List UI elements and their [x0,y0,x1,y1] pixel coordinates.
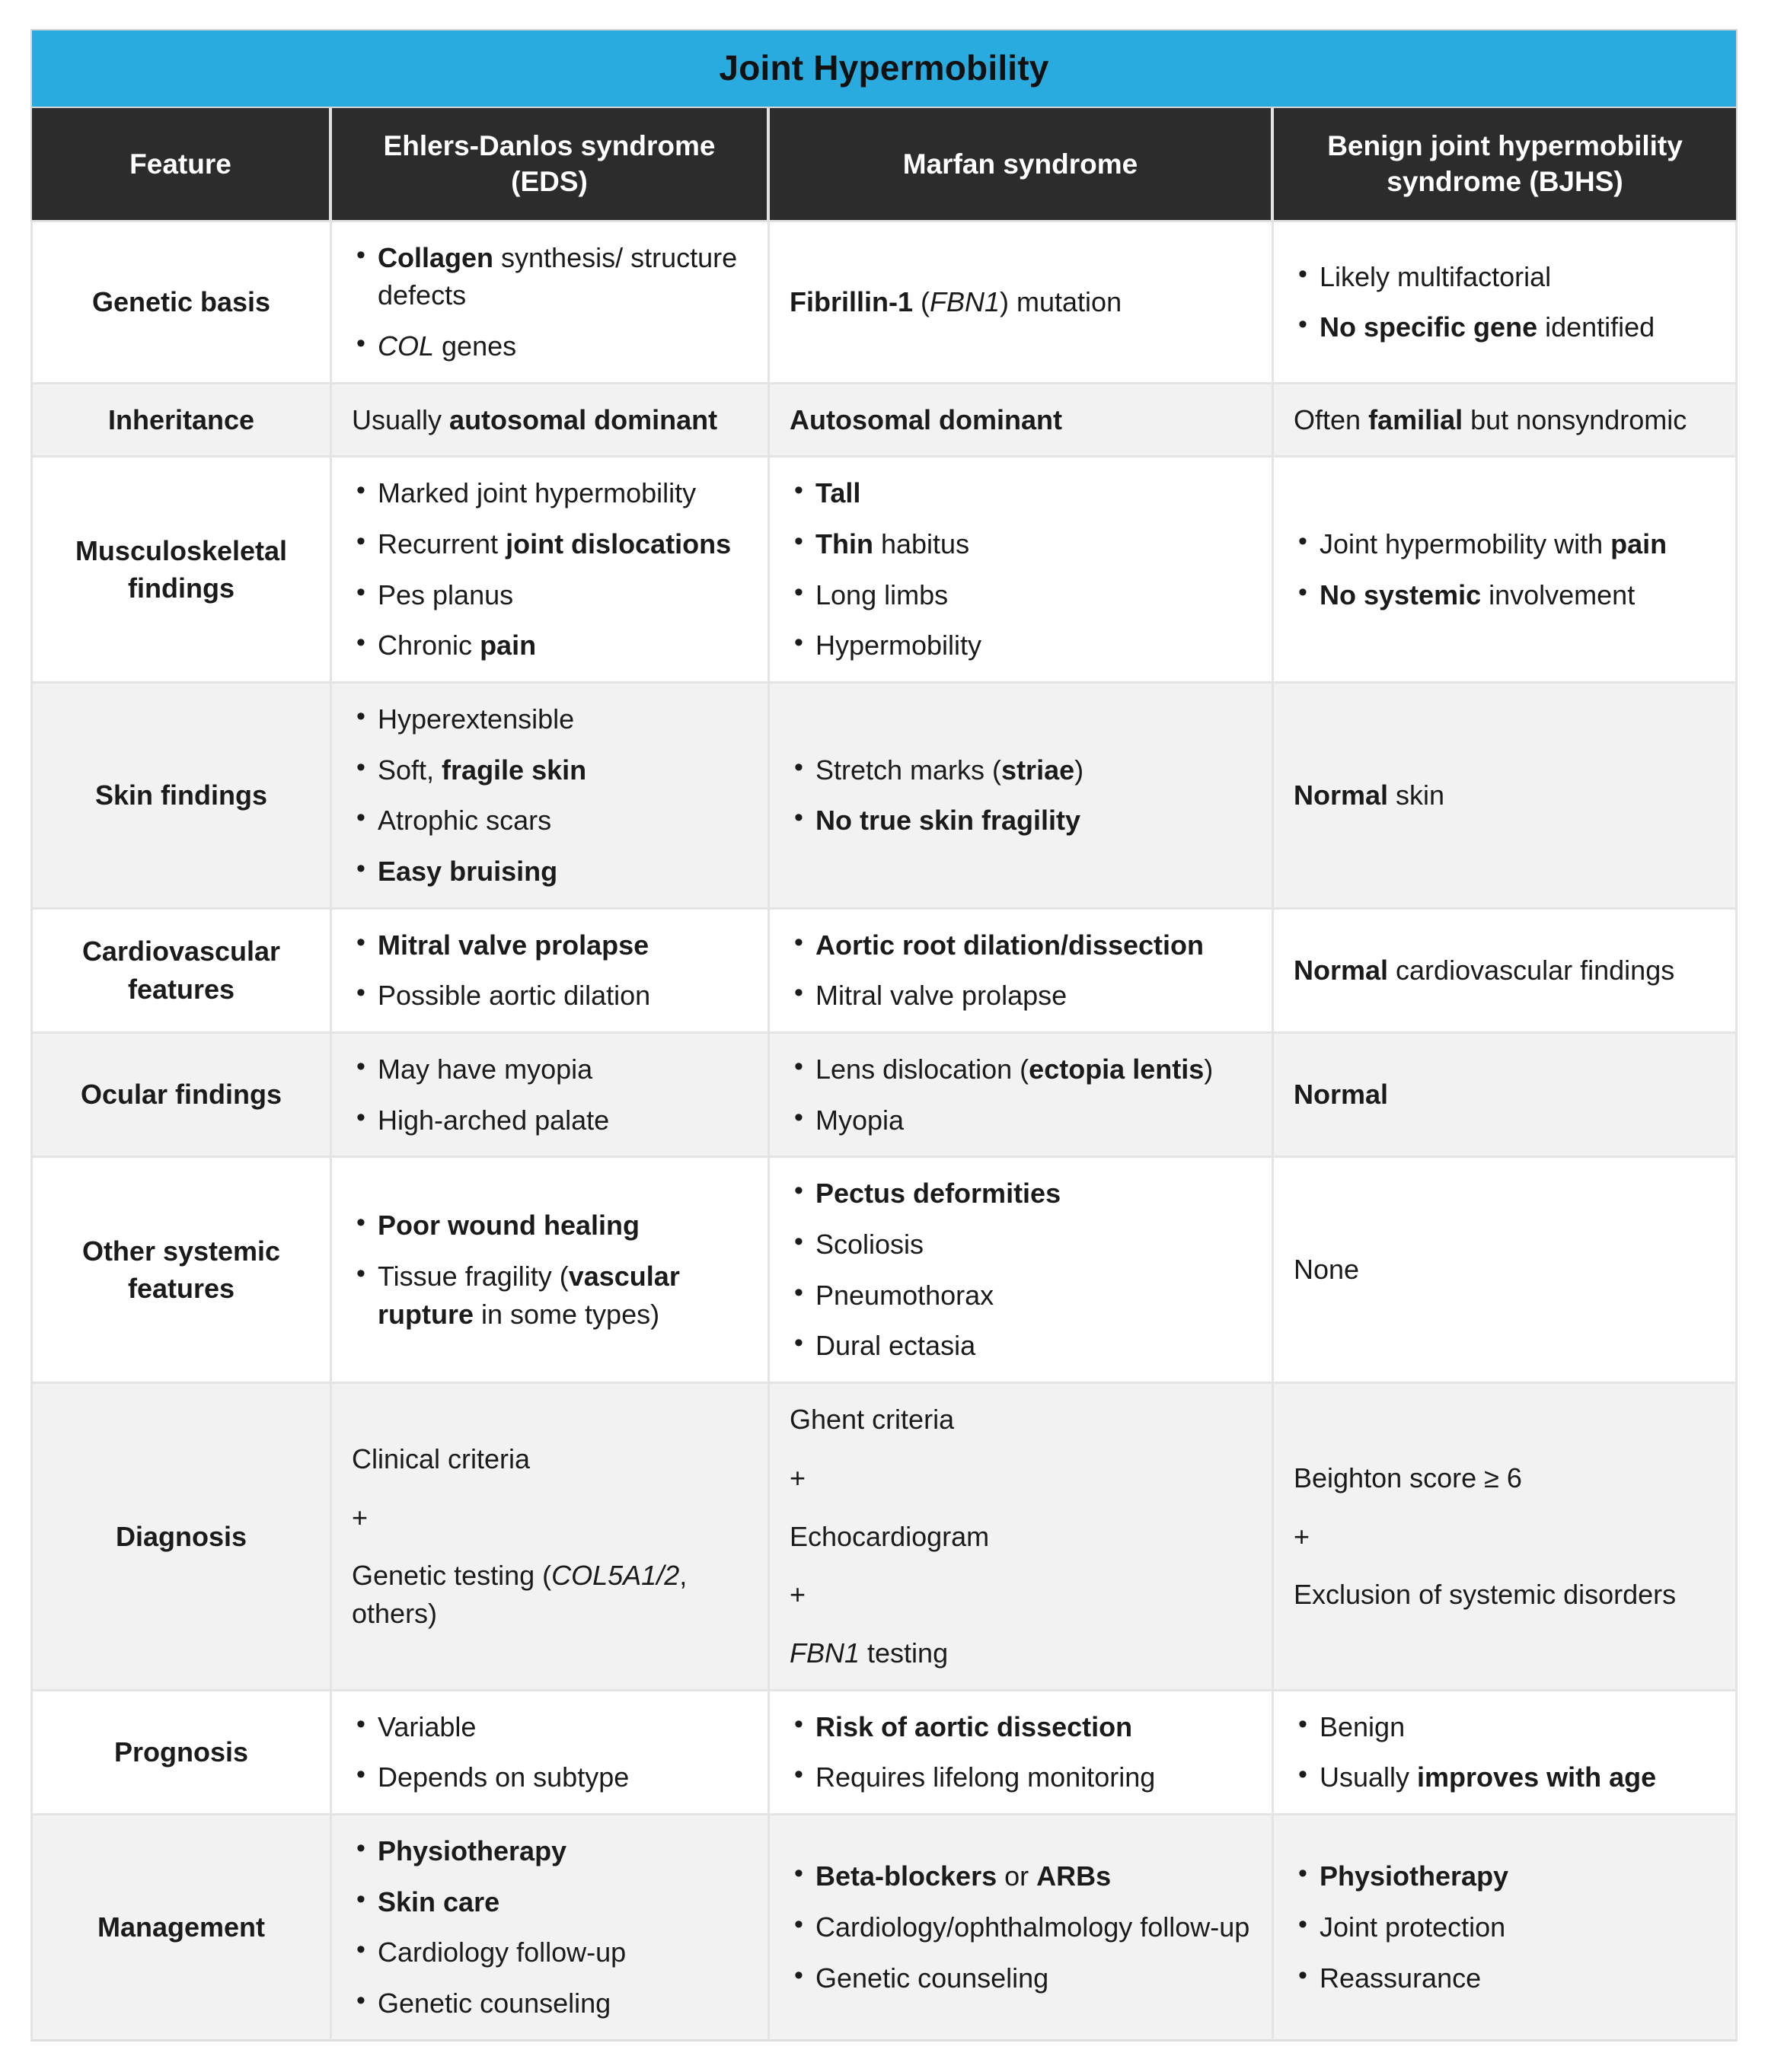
list-item: • Variable [352,1708,748,1746]
bullet-list [352,1050,748,1139]
table-cell-marfan [770,1691,1274,1815]
list-item: • Requires lifelong monitoring [790,1758,1252,1796]
table-cell-marfan [770,1384,1274,1691]
table-cell-marfan [770,910,1274,1034]
list-item: • Thin habitus [790,525,1252,563]
bullet-list [790,1708,1252,1796]
cell-text: Normal cardiovascular findings [1294,955,1675,987]
table-cell-bjhs [1274,1034,1738,1158]
cell-text: Often familial but nonsyndromic [1294,403,1687,435]
table-cell-eds [332,1384,770,1691]
table-cell-marfan [770,1815,1274,2042]
line-list [1294,1459,1715,1614]
table-cell-eds [332,684,770,910]
bullet-list [790,474,1252,665]
list-item: • Cardiology/ophthalmology follow-up [790,1908,1252,1946]
column-header-eds: Ehlers-Danlos syndrome (EDS) [332,108,770,222]
table-cell-marfan [770,457,1274,684]
list-item: • Collagen synthesis/ structure defects [352,239,748,314]
list-item: • Pes planus [352,576,748,614]
row-feature-label: Ocular findings [30,1034,332,1158]
line-item: Echocardiogram [790,1520,990,1552]
column-header-feature: Feature [30,108,332,222]
list-item: • Possible aortic dilation [352,977,748,1015]
list-item: • Aortic root dilation/dissection [790,926,1252,964]
list-item: • Genetic counseling [790,1959,1252,1997]
cell-text: Normal [1294,1079,1389,1111]
bullet-list [352,926,748,1015]
line-item: FBN1 testing [790,1637,949,1669]
line-item: Beighton score ≥ 6 [1294,1462,1522,1493]
list-item: • Cardiology follow-up [352,1933,748,1972]
bullet-list [352,1207,748,1333]
list-item: • Benign [1294,1708,1715,1746]
table-cell-eds [332,222,770,384]
bullet-list [352,1832,748,2023]
list-item: • Easy bruising [352,853,748,891]
bullet-list [1294,525,1715,614]
cell-text: Autosomal dominant [790,403,1062,435]
row-feature-label: Cardiovascular features [30,910,332,1034]
list-item: • Hyperextensible [352,700,748,738]
table-row [30,1815,1738,2042]
list-item: • Long limbs [790,576,1252,614]
table-cell-eds [332,910,770,1034]
table-cell-marfan [770,1034,1274,1158]
table-cell-eds [332,384,770,458]
bullet-list [352,1708,748,1796]
list-item: • Stretch marks (striae) [790,751,1252,789]
cell-text: Normal skin [1294,779,1445,811]
table-row [30,1384,1738,1691]
list-item: • Joint hypermobility with pain [1294,525,1715,563]
list-item: • Physiotherapy [1294,1857,1715,1895]
table-row [30,910,1738,1034]
list-item: • Poor wound healing [352,1207,748,1245]
row-feature-label: Other systemic features [30,1158,332,1384]
list-item: • No systemic involvement [1294,576,1715,614]
list-item: • Lens dislocation (ectopia lentis) [790,1050,1252,1089]
list-item: • Dural ectasia [790,1327,1252,1365]
table-cell-bjhs [1274,384,1738,458]
list-item: • Hypermobility [790,626,1252,665]
list-item: • Skin care [352,1883,748,1921]
row-feature-label: Diagnosis [30,1384,332,1691]
table-row [30,1158,1738,1384]
row-feature-label: Prognosis [30,1691,332,1815]
list-item: • Marked joint hypermobility [352,474,748,512]
list-item: • Genetic counseling [352,1984,748,2023]
table-row [30,384,1738,458]
table-cell-eds [332,1815,770,2042]
table-cell-bjhs [1274,1384,1738,1691]
list-item: • Likely multifactorial [1294,258,1715,296]
list-item: • Pectus deformities [790,1175,1252,1213]
row-feature-label: Management [30,1815,332,2042]
row-feature-label: Musculoskeletal findings [30,457,332,684]
table-cell-bjhs [1274,457,1738,684]
table-cell-bjhs [1274,910,1738,1034]
list-item: • Reassurance [1294,1959,1715,1997]
table-row [30,1034,1738,1158]
title-banner-row [30,29,1738,108]
list-item: • May have myopia [352,1050,748,1089]
line-item: Ghent criteria [790,1404,955,1436]
bullet-list [1294,1708,1715,1796]
table-title: Joint Hypermobility [30,29,1738,108]
list-item: • Risk of aortic dissection [790,1708,1252,1746]
line-item: Clinical criteria [352,1442,531,1474]
table-cell-eds [332,1158,770,1384]
table-cell-marfan [770,222,1274,384]
table-cell-eds [332,1034,770,1158]
bullet-list [790,1050,1252,1139]
table-cell-marfan [770,684,1274,910]
line-item: + [790,1579,806,1611]
bullet-list [1294,258,1715,346]
bullet-list [352,239,748,365]
bullet-list [790,1175,1252,1365]
table-cell-bjhs [1274,222,1738,384]
line-item: + [352,1501,369,1533]
table-cell-bjhs [1274,1815,1738,2042]
table-cell-bjhs [1274,1691,1738,1815]
list-item: • Recurrent joint dislocations [352,525,748,563]
line-list [352,1440,748,1633]
table-row [30,222,1738,384]
list-item: • Atrophic scars [352,802,748,840]
list-item: • High-arched palate [352,1101,748,1140]
table-row [30,457,1738,684]
bullet-list [352,700,748,891]
list-item: • Depends on subtype [352,1758,748,1796]
line-item: Genetic testing (COL5A1/2, others) [352,1560,688,1629]
bullet-list [790,751,1252,840]
cell-text: Fibrillin-1 (FBN1) mutation [790,285,1122,317]
row-feature-label: Skin findings [30,684,332,910]
table-body [30,222,1738,2042]
list-item: • Usually improves with age [1294,1758,1715,1796]
list-item: • Physiotherapy [352,1832,748,1870]
line-item: + [1294,1520,1310,1552]
line-list [790,1401,1252,1672]
list-item: • Tall [790,474,1252,512]
list-item: • No true skin fragility [790,802,1252,840]
cell-text: None [1294,1254,1360,1286]
table-cell-bjhs [1274,684,1738,910]
bullet-list [1294,1857,1715,1997]
bullet-list [790,926,1252,1015]
list-item: • Pneumothorax [790,1277,1252,1315]
list-item: • Joint protection [1294,1908,1715,1946]
table-cell-eds [332,457,770,684]
list-item: • Chronic pain [352,626,748,665]
table-cell-marfan [770,1158,1274,1384]
bullet-list [352,474,748,665]
list-item: • Myopia [790,1101,1252,1140]
table-row [30,1691,1738,1815]
table-cell-marfan [770,384,1274,458]
line-item: + [790,1462,806,1493]
list-item: • COL genes [352,327,748,365]
row-feature-label: Inheritance [30,384,332,458]
list-item: • Mitral valve prolapse [790,977,1252,1015]
bullet-list [790,1857,1252,1997]
table-cell-eds [332,1691,770,1815]
list-item: • Beta-blockers or ARBs [790,1857,1252,1895]
column-header-bjhs: Benign joint hypermobility syndrome (BJHS) [1274,108,1738,222]
row-feature-label: Genetic basis [30,222,332,384]
list-item: • Tissue fragility (vascular rupture in some types) [352,1258,748,1333]
list-item: • Scoliosis [790,1226,1252,1264]
list-item: • No specific gene identified [1294,308,1715,346]
list-item: • Mitral valve prolapse [352,926,748,964]
joint-hypermobility-comparison-table [30,29,1738,2042]
line-item: Exclusion of systemic disorders [1294,1579,1677,1611]
cell-text: Usually autosomal dominant [352,403,718,435]
table-cell-bjhs [1274,1158,1738,1384]
column-header-marfan: Marfan syndrome [770,108,1274,222]
table-header [30,29,1738,222]
table-row [30,684,1738,910]
column-header-row [30,108,1738,222]
list-item: • Soft, fragile skin [352,751,748,789]
